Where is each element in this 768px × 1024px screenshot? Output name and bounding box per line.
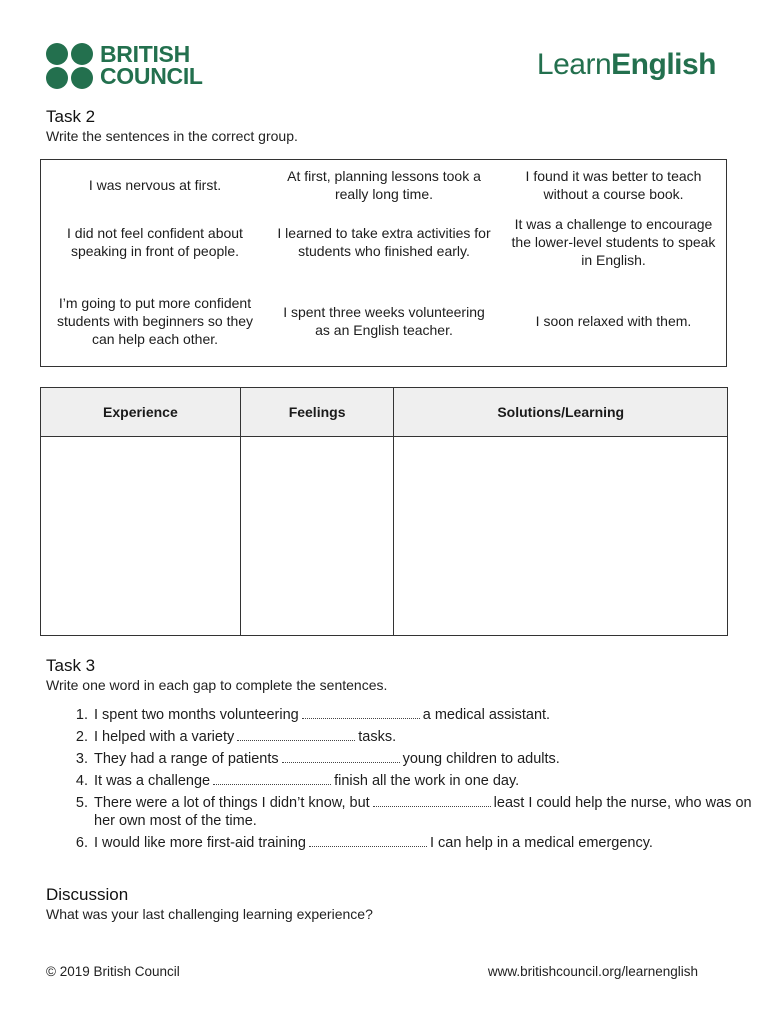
- sentence-card: I was nervous at first.: [88, 177, 222, 193]
- website-link[interactable]: www.britishcouncil.org/learnenglish: [487, 964, 698, 979]
- answer-gap[interactable]: [237, 728, 355, 741]
- sentence-card: I soon relaxed with them.: [535, 313, 692, 329]
- solutions-answer-cell[interactable]: [394, 437, 728, 636]
- answer-gap[interactable]: [282, 750, 400, 763]
- gap-fill-list: [46, 706, 768, 856]
- answer-gap[interactable]: [213, 772, 331, 785]
- discussion-question: What was your last challenging learning experience?: [46, 906, 373, 922]
- gap-sentence: 3. They had a range of patients young children to adults.: [92, 750, 768, 768]
- sentence-card: At first, planning lessons took a really long time.: [287, 168, 481, 202]
- feelings-answer-cell[interactable]: [240, 437, 394, 636]
- task2-instruction: Write the sentences in the correct group.: [46, 128, 298, 144]
- answer-gap[interactable]: [309, 834, 427, 847]
- sentence-card: I did not feel confident about speaking in front of people.: [67, 225, 243, 259]
- gap-sentence: 4. It was a challenge finish all the work in one day.: [92, 772, 768, 790]
- british-council-logo: [46, 43, 203, 89]
- answer-gap[interactable]: [302, 706, 420, 719]
- gap-sentence: 5. There were a lot of things I didn’t know, but least I could help the nurse, who was on her own most of the time.: [92, 794, 768, 830]
- british-council-wordmark: BRITISH COUNCIL: [100, 41, 203, 89]
- learnenglish-logo: LearnEnglish: [536, 48, 716, 81]
- answer-gap[interactable]: [373, 794, 491, 807]
- task2-title: Task 2: [46, 107, 96, 126]
- sentence-card: I learned to take extra activities for students who finished early.: [277, 225, 491, 259]
- discussion-title: Discussion: [46, 885, 129, 904]
- column-header-solutions: Solutions/Learning: [394, 388, 728, 437]
- experience-answer-cell[interactable]: [41, 437, 241, 636]
- british-council-dots-icon: [46, 43, 94, 89]
- gap-sentence: 6. I would like more first-aid training I can help in a medical emergency.: [92, 834, 768, 852]
- grouping-table: [40, 387, 728, 636]
- gap-sentence: 2. I helped with a variety tasks.: [92, 728, 768, 746]
- sentence-card: I found it was better to teach without a course book.: [525, 168, 702, 202]
- sentence-box: [40, 159, 727, 367]
- copyright-text: © 2019 British Council: [46, 964, 180, 979]
- task3-instruction: Write one word in each gap to complete the sentences.: [46, 677, 388, 693]
- task3-title: Task 3: [46, 656, 96, 675]
- sentence-card: I spent three weeks volunteering as an English teacher.: [283, 304, 485, 338]
- column-header-feelings: Feelings: [240, 388, 394, 437]
- sentence-card: It was a challenge to encourage the lower-level students to speak in English.: [511, 216, 716, 268]
- sentence-card: I’m going to put more confident students with beginners so they can help each other.: [56, 295, 254, 347]
- column-header-experience: Experience: [41, 388, 241, 437]
- gap-sentence: 1. I spent two months volunteering a medical assistant.: [92, 706, 768, 724]
